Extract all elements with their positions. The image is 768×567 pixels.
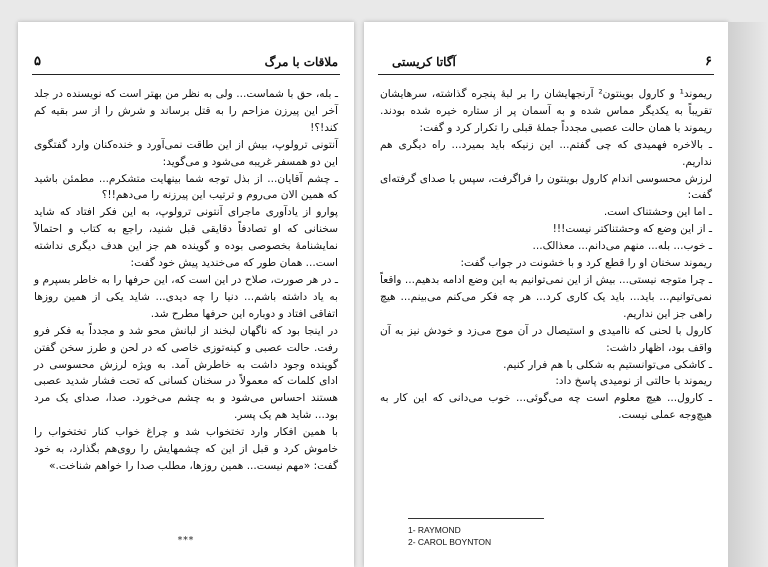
paragraph: در اینجا بود که ناگهان لبخند از لبانش محو شد و مجدداً به فکر فرو رفت. حالت عصبی و کینه‌توزی خاصی که در لحن و طرز سخن گفتن گوینده وجود داشت به خاطرش آمد. به ویژه لرزش محسوسی در ادای کلمات که معمولاً در سخنان کسانی که تحت فشار شدید عصبی هستند احساس می‌شود و به چشم می‌خورد. صدا، صدای یک مرد بود... شاید هم یک پسر. <box>34 324 338 422</box>
page-right <box>364 22 728 567</box>
paragraph: ریموند با حالتی از نومیدی پاسخ داد: <box>555 375 712 388</box>
section-separator: *** <box>177 536 195 546</box>
paragraph: ـ چرا متوجه نیستی... بیش از این نمی‌توانیم به این وضع ادامه بدهیم... واقعاً نمی‌توانیم... باید... باید یک کاری کرد... هر چه فکر می‌کنم می‌بینم... هیچ راهی جز این نداریم. <box>380 273 712 320</box>
paragraph: ـ بله، حق با شماست... ولی به نظر من بهتر است که نویسنده در جلد آخر این پیرزن مزاحم را به قتل برساند و شرش را از سر بقیه کم کند!؟! <box>34 88 338 134</box>
footnote-divider <box>408 518 544 519</box>
paragraph: ـ اما این وحشتناک است. <box>603 206 712 219</box>
footnotes <box>408 524 491 548</box>
paragraph: ـ کارول... هیچ معلوم است چه می‌گوئی... خوب می‌دانی که این کار به هیچ‌وجه عملی نیست. <box>380 392 712 422</box>
page-number: ۶ <box>705 54 712 69</box>
footnote: 2- CAROL BOYNTON <box>408 537 492 547</box>
page-body <box>380 86 712 424</box>
page-header <box>32 54 340 75</box>
paragraph: کارول با لحنی که ناامیدی و استیصال در آن موج می‌زد و خودش نیز به آن واقف بود، اظهار داشت: <box>380 324 712 354</box>
paragraph: ـ چشم آقایان... از بذل توجه شما بینهایت متشکرم... مطمئن باشید که همین الان می‌روم و ترتیب این پیرزنه را می‌دهم!!؟ <box>34 172 338 202</box>
paragraph: ـ خوب... بله... منهم می‌دانم... معذالک... <box>532 240 712 253</box>
page-number: ۵ <box>34 54 41 69</box>
paragraph: ـ بالاخره فهمیدی که چی گفتم... این زنیکه باید بمیرد... راه دیگری هم نداریم. <box>380 138 712 168</box>
paragraph: ـ از این وضع که وحشتناکتر نیست!!! <box>552 223 712 236</box>
paragraph: پوارو از یادآوری ماجرای آنتونی ترولوپ، به این فکر افتاد که شاید سخنانی که او تصادفاً دقایقی قبل شنید، راجع به کتاب و احتمالاً نمایشنامهٔ بخصوصی بوده و گوینده هم جز این هدف دیگری نداشته است... همان طور که می‌خندید پیش خود گفت: <box>34 206 338 270</box>
page-left <box>18 22 354 567</box>
paragraph: ـ کاشکی می‌توانستیم به شکلی با هم فرار کنیم. <box>503 358 712 371</box>
paragraph: آنتونی ترولوپ، بیش از این طاقت نمی‌آورد و خنده‌کنان وارد گفتگوی این دو همسفر غریبه می‌شود و می‌گوید: <box>34 138 338 168</box>
paragraph: ریموند سخنان او را قطع کرد و با خشونت در جواب گفت: <box>460 257 712 270</box>
paragraph: با همین افکار وارد تختخواب شد و چراغ خواب کنار تختخواب را خاموش کرد و قبل از این که چشمهایش را روی‌هم بگذارد، به خود گفت: «مهم نیست... همین روزها، مطلب صدا را خواهم شناخت.» <box>34 426 338 472</box>
footnote: 1- RAYMOND <box>408 525 461 535</box>
page-header <box>378 54 714 75</box>
viewer-edge-shadow <box>728 22 768 567</box>
paragraph: لرزش محسوسی اندام کارول بوینتون را فراگرفت، سپس با صدای گرفته‌ای گفت: <box>380 172 712 202</box>
running-title: آگاتا کریستی <box>392 55 456 69</box>
paragraph: ریموند¹ و کارول بوینتون² آرنجهایشان را بر لبهٔ پنجره گذاشته، سرهایشان تقریباً به یکدیگر مماس شده و به آسمان پر از ستاره خیره شده بودند. ریموند با همان حالت عصبی مجدداً جملهٔ قبلی را تکرار کرد و گفت: <box>380 88 712 134</box>
running-title: ملاقات با مرگ <box>264 55 338 69</box>
paragraph: ـ در هر صورت، صلاح در این است که، این حرفها را به خاطر بسپرم و به یاد داشته باشم... دنیا را چه دیدی... شاید یکی از همین روزها اتفاقی افتاد و دوباره این حرفها مطرح شد. <box>34 273 338 320</box>
page-body <box>34 86 338 475</box>
